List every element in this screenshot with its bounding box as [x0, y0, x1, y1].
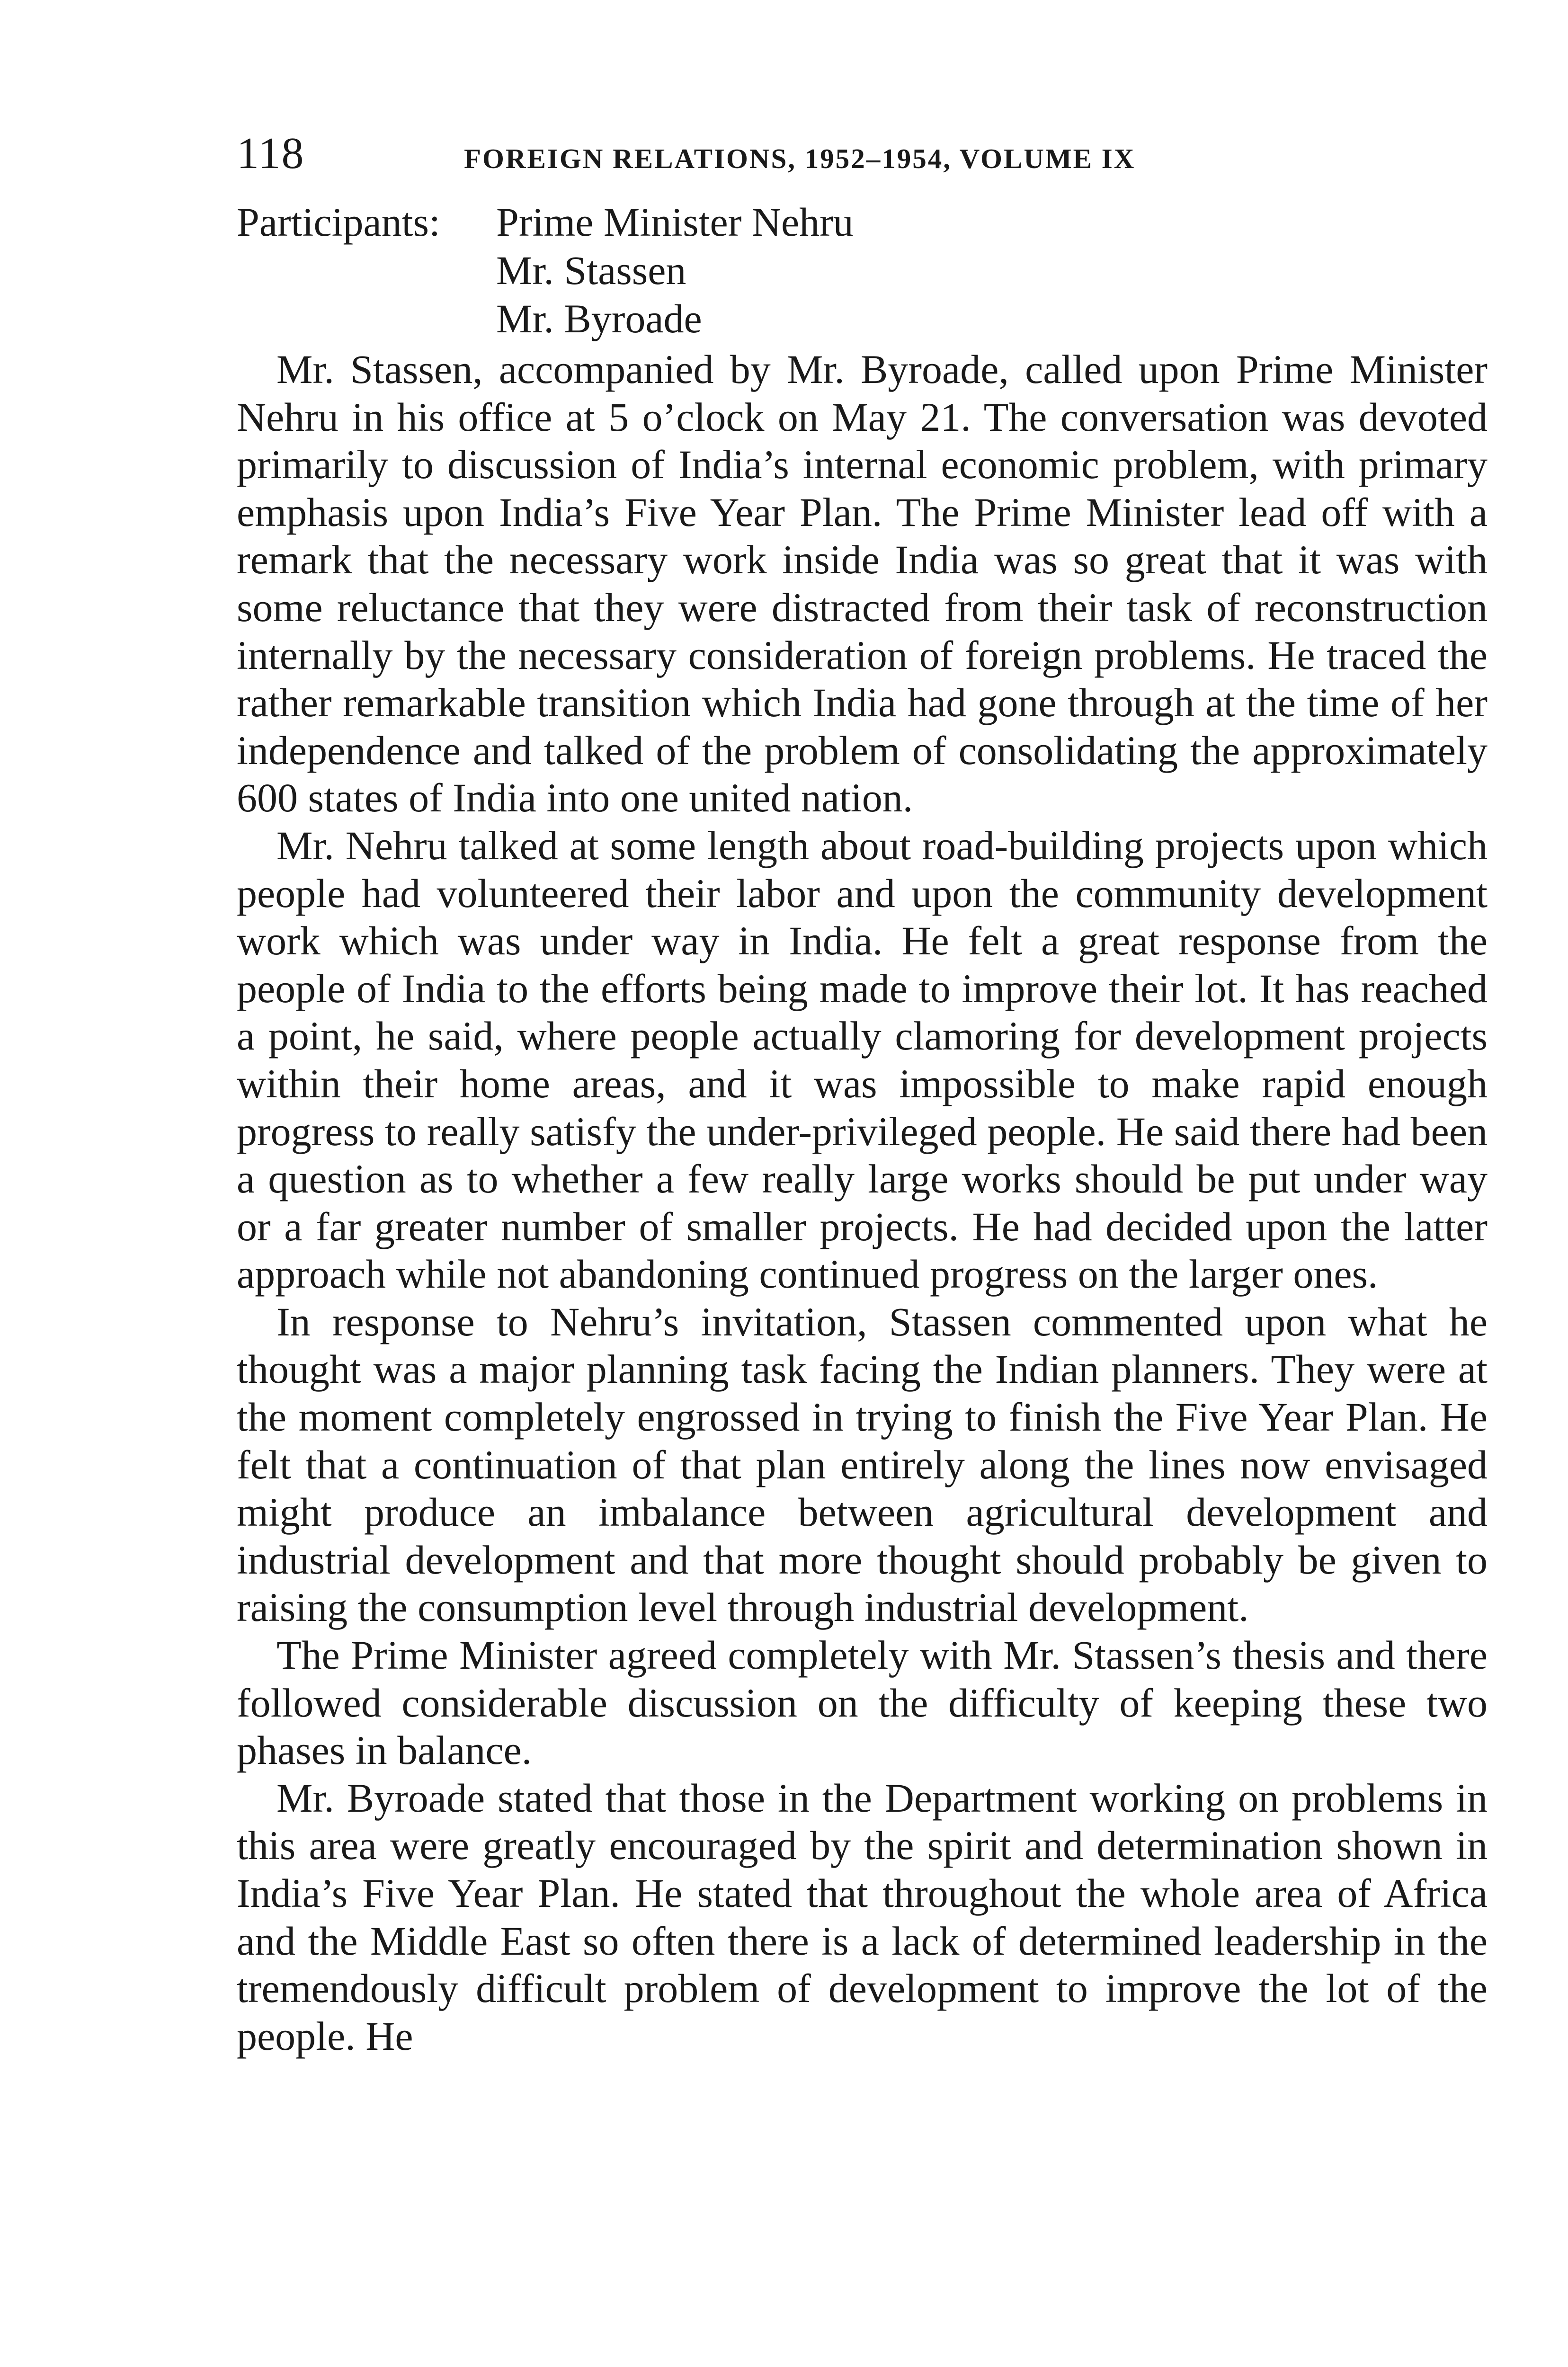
page-number: 118	[237, 129, 305, 178]
running-head: FOREIGN RELATIONS, 1952–1954, VOLUME IX	[464, 143, 1136, 174]
participant-name: Prime Minister Nehru	[496, 199, 854, 245]
participants-label: Participants:	[237, 199, 440, 245]
document-page	[237, 128, 1488, 2060]
paragraph-nehru-development: Mr. Nehru talked at some length about road-building projects upon which people had volunteered their labor and upon the community development work which was under way in India. He felt a great response from the people of India to the efforts being made to improve their lot. It has reached a point, he said, where people actually clamoring for development projects within their home areas, and it was impossible to make rapid enough progress to really satisfy the under-privileged people. He said there had been a question as to whether a few really large works should be put under way or a far greater number of smaller projects. He had decided upon the latter approach while not abandoning continued progress on the larger ones.	[237, 822, 1488, 1297]
participants-list	[496, 198, 854, 343]
paragraph-prime-minister-agreement: The Prime Minister agreed completely with Mr. Stassen’s thesis and there followed considerable discussion on the difficulty of keeping these two phases in balance.	[237, 1632, 1488, 1773]
participants-block	[237, 198, 1488, 343]
paragraph-stassen-comment: In response to Nehru’s invitation, Stassen commented upon what he thought was a major planning task facing the Indian planners. They were at the moment completely engrossed in trying to finish the Five Year Plan. He felt that a continuation of that plan entirely along the lines now envisaged might produce an imbalance between agricultural development and industrial development and that more thought should probably be given to raising the consumption level through industrial development.	[237, 1299, 1488, 1630]
paragraph-byroade-statement: Mr. Byroade stated that those in the Department working on problems in this area were greatly encouraged by the spirit and determination shown in India’s Five Year Plan. He stated that throughout the whole area of Africa and the Middle East so often there is a lack of determined leadership in the tremendously difficult problem of development to improve the lot of the people. He	[237, 1775, 1488, 2059]
page-header	[237, 128, 1488, 185]
paragraph-meeting-summary: Mr. Stassen, accompanied by Mr. Byroade, called upon Prime Minister Nehru in his office at 5 o’clock on May 21. The conversation was devoted primarily to discussion of India’s internal economic problem, with primary emphasis upon India’s Five Year Plan. The Prime Minister lead off with a remark that the necessary work inside India was so great that it was with some reluctance that they were distracted from their task of reconstruction internally by the necessary consideration of foreign problems. He traced the rather remarkable transition which India had gone through at the time of her independence and talked of the problem of consolidating the approximately 600 states of India into one united nation.	[237, 347, 1488, 821]
participant-name: Mr. Stassen	[496, 248, 686, 293]
participant-name: Mr. Byroade	[496, 296, 702, 341]
